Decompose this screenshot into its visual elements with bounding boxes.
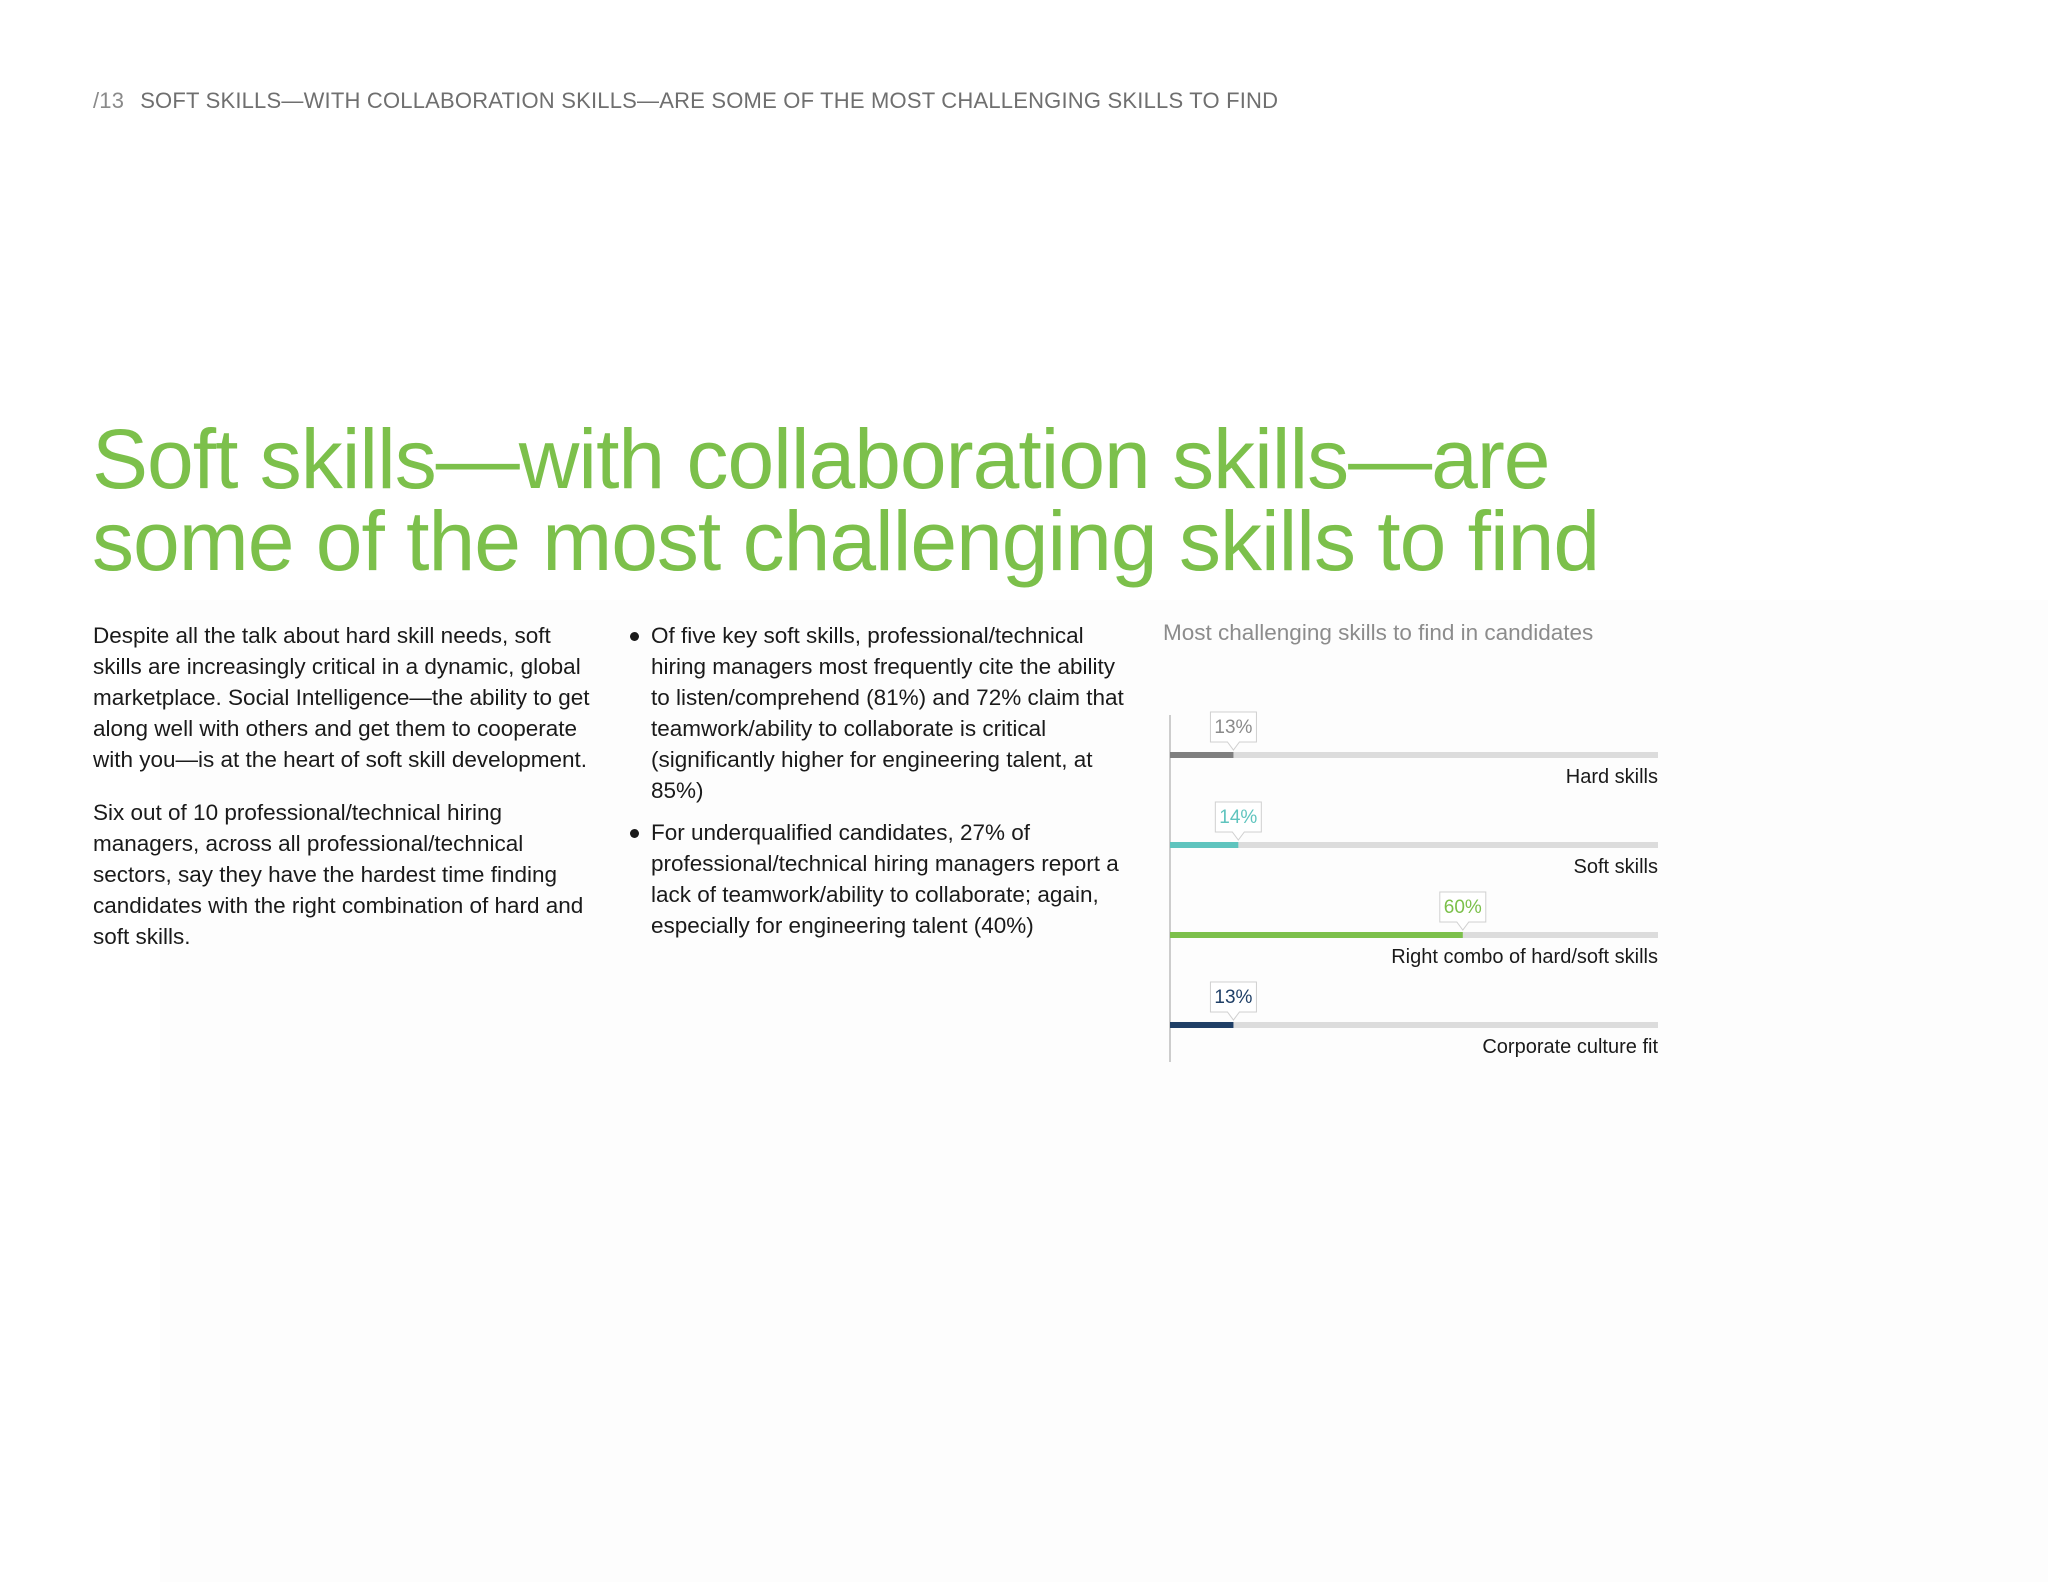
chart-title: Most challenging skills to find in candidates: [1163, 620, 1594, 645]
skills-bar-chart: [1160, 700, 1680, 1070]
section-title: SOFT SKILLS—WITH COLLABORATION SKILLS—ARE SOME OF THE MOST CHALLENGING SKILLS TO FIND: [140, 88, 1279, 113]
intro-paragraph-2: Six out of 10 professional/technical hiring managers, across all professional/technical sectors, say they have the hardest time finding candidates with the right combination of hard and soft skills.: [93, 800, 584, 949]
data-label: 13%: [1214, 717, 1253, 738]
page-title-line-2: some of the most challenging skills to find: [92, 494, 1600, 588]
bar-track: [1170, 1022, 1658, 1028]
bullet-list: [626, 620, 1136, 941]
chart-svg: [1160, 700, 1680, 1070]
data-label: 14%: [1219, 807, 1258, 828]
bar: [1170, 1022, 1233, 1028]
bullet-text-2: For underqualified candidates, 27% of professional/technical hiring managers report a lack of teamwork/ability to collaborate; again, especially for engineering talent (40%): [651, 820, 1119, 938]
page-title: [92, 412, 1742, 588]
intro-column: [93, 620, 593, 974]
bullet-dot-icon: [630, 632, 639, 641]
data-label: 13%: [1214, 987, 1253, 1008]
data-label: 60%: [1443, 897, 1482, 918]
bar: [1170, 842, 1238, 848]
bullet-item-2: [626, 817, 1136, 941]
bullet-dot-icon: [630, 829, 639, 838]
category-label: Soft skills: [1573, 856, 1658, 878]
category-label: Hard skills: [1565, 766, 1658, 788]
bullet-text-1: Of five key soft skills, professional/technical hiring managers most frequently cite the ability to listen/comprehend (81%) and 72% claim that teamwork/ability to collaborate is critical (significantly higher for engineering talent, at 85%): [651, 623, 1124, 803]
category-label: Corporate culture fit: [1482, 1036, 1658, 1058]
bar: [1170, 752, 1233, 758]
category-label: Right combo of hard/soft skills: [1391, 946, 1658, 968]
bar: [1170, 932, 1463, 938]
bullet-item-1: [626, 620, 1136, 806]
bar-track: [1170, 842, 1658, 848]
page-title-line-1: Soft skills—with collaboration skills—are: [92, 412, 1550, 506]
bullet-column: [626, 620, 1136, 952]
bar-track: [1170, 752, 1658, 758]
intro-paragraph-1: Despite all the talk about hard skill needs, soft skills are increasingly critical in a dynamic, global marketplace. Social Intelligence—the ability to get along well with others and get them to cooperate with you—is at the heart of soft skill development.: [93, 623, 590, 772]
page-number: /13: [93, 88, 125, 113]
page-header: [93, 88, 1278, 114]
